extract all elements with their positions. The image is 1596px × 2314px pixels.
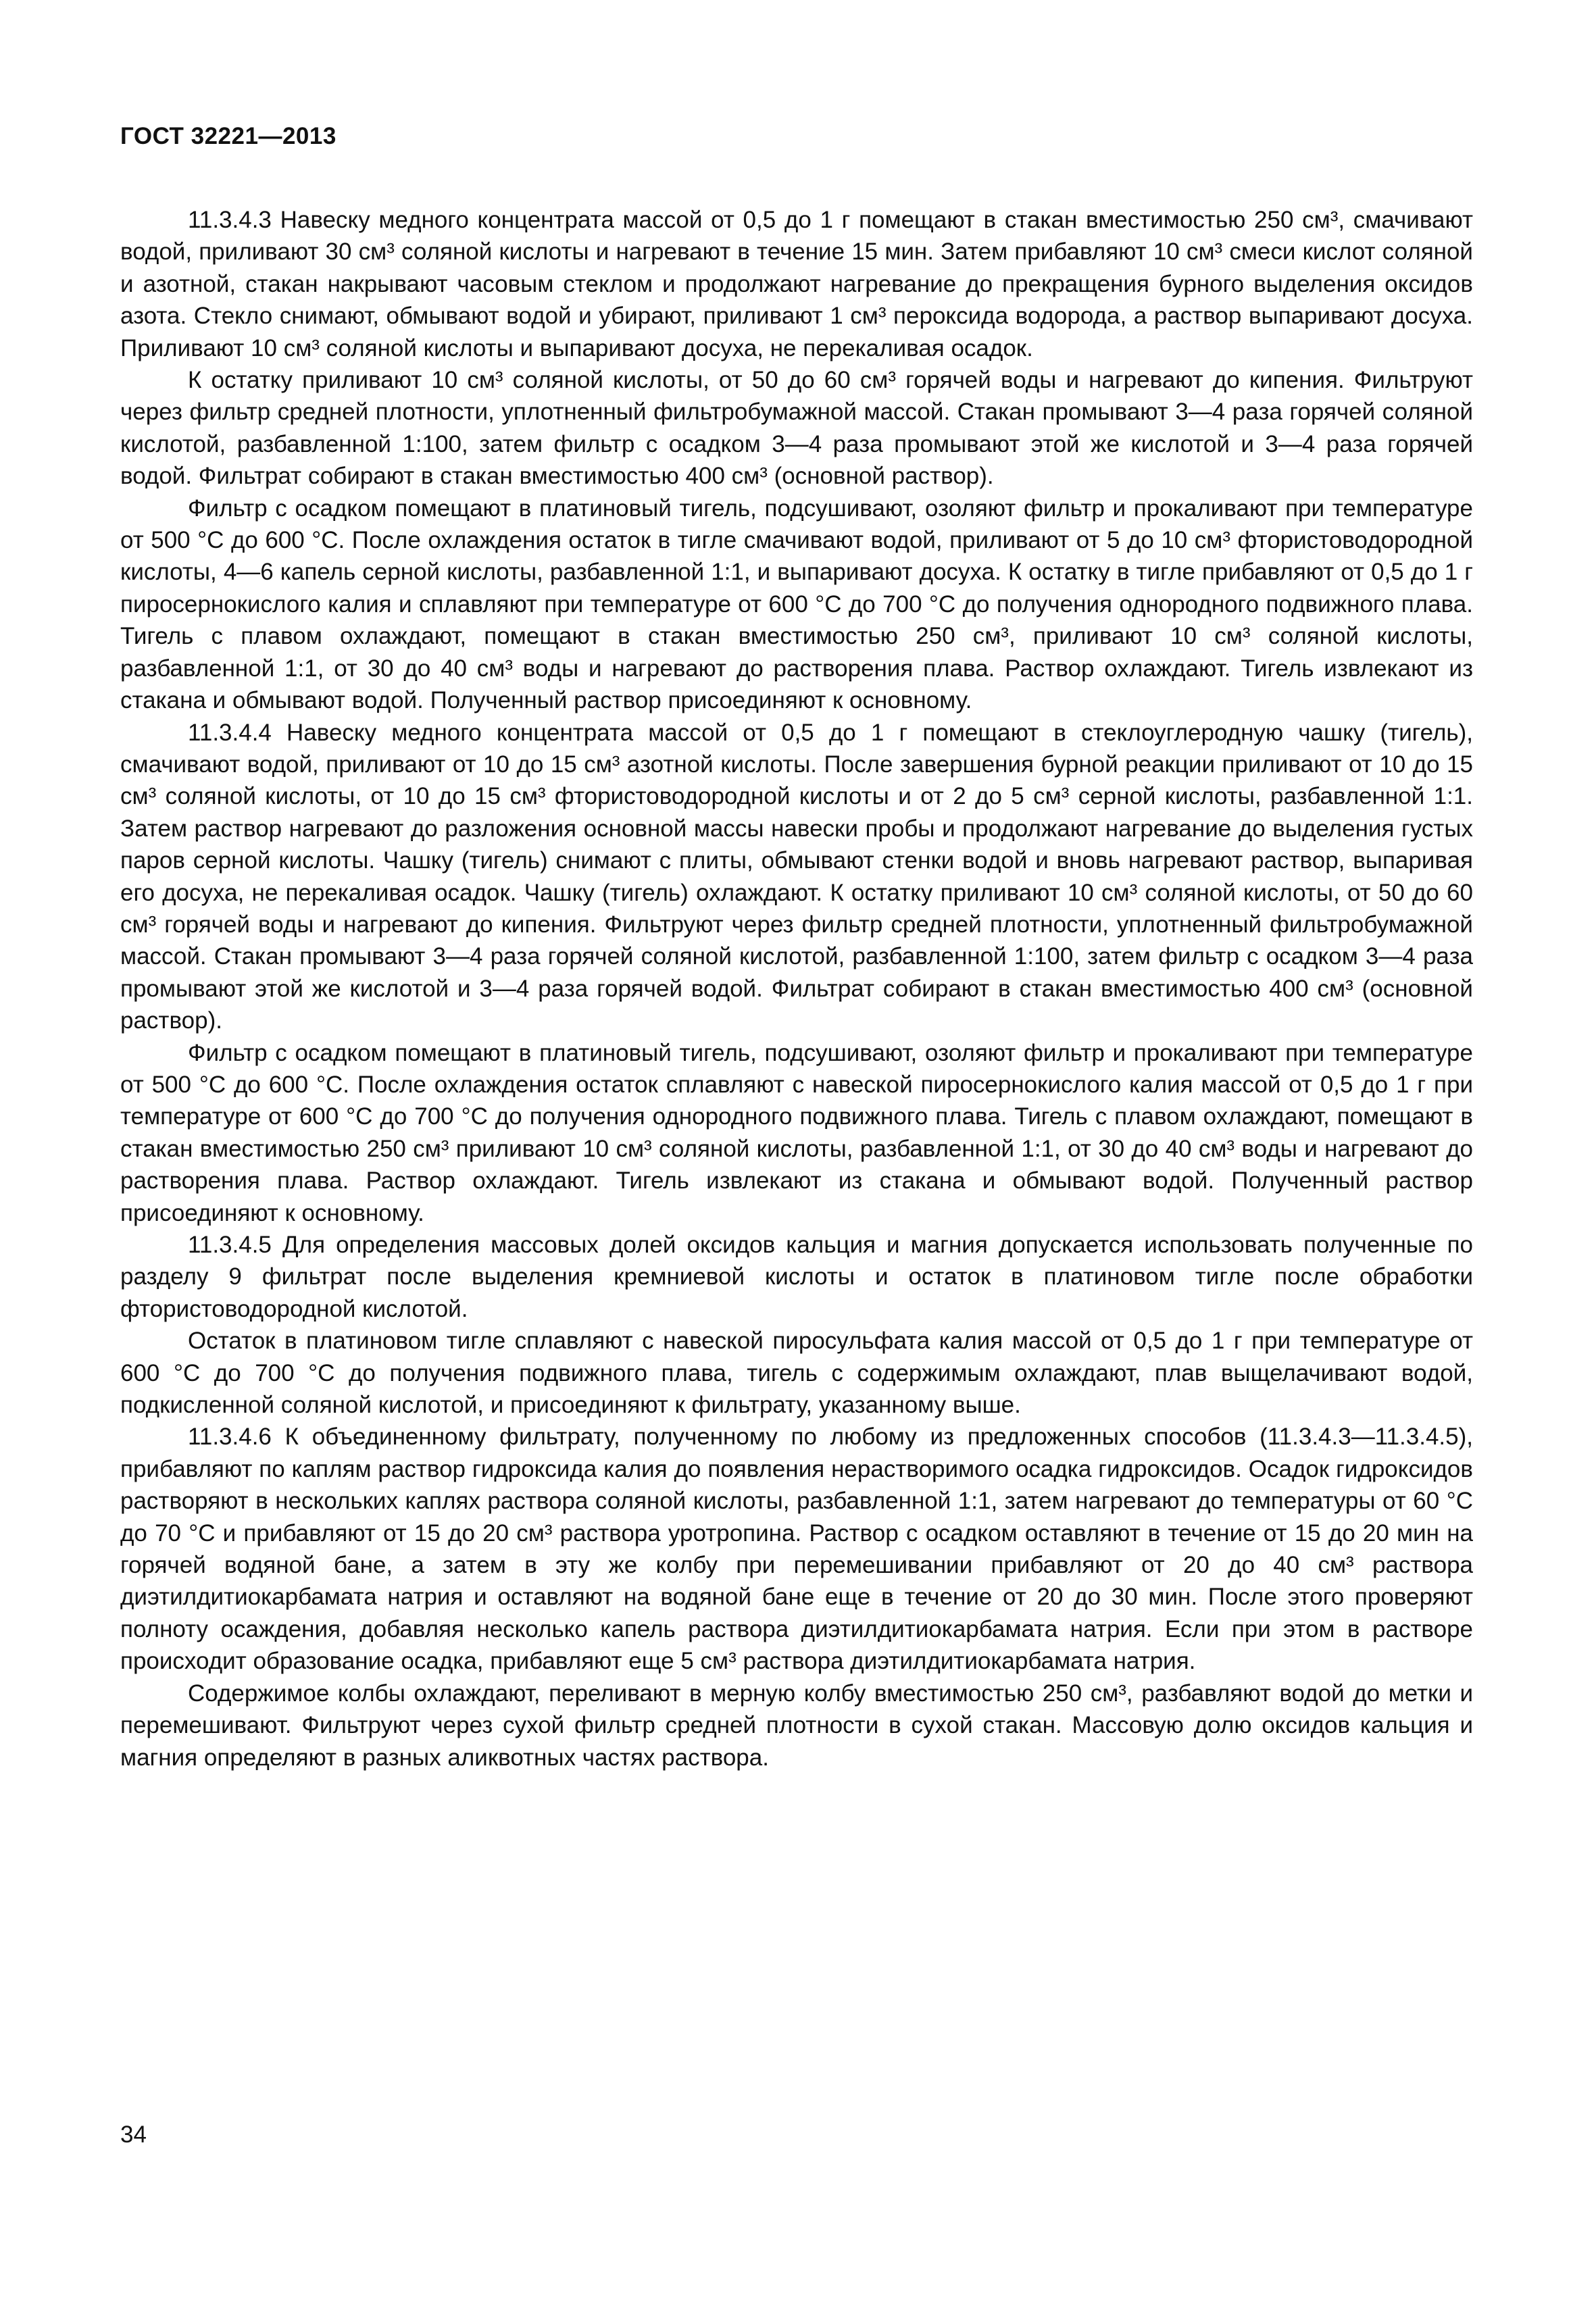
paragraph: Остаток в платиновом тигле сплавляют с навеской пиросульфата калия массой от 0,5 до 1 г при температуре от 600 °С до 700 °С до получения подвижного плава, тигель с содержимым охлаждают, плав выщелачивают водой, подкисленной соляной кислотой, и присоединяют к фильтрату, указанному выше. (120, 1328, 1473, 1419)
paragraph-11-3-4-3: 11.3.4.3 Навеску медного концентрата массой от 0,5 до 1 г помещают в стакан вместимостью 250 см³, смачивают водой, приливают 30 см³ соляной кислоты и нагревают в течение 15 мин. Затем прибавляют 10 см³ смеси кислот соляной и азотной, стакан накрывают часовым стеклом и продолжают нагревание до прекращения бурного выделения оксидов азота. Стекло снимают, обмывают водой и убирают, приливают 1 см³ пероксида водорода, а раствор выпаривают досуха. Приливают 10 см³ соляной кислоты и выпаривают досуха, не перекаливая осадок. (120, 207, 1473, 361)
paragraph-11-3-4-6: 11.3.4.6 К объединенному фильтрату, полученному по любому из предложенных способов (11.3.4.3—11.3.4.5), прибавляют по каплям раствор гидроксида калия до появления нерастворимого осадка гидроксидов. Осадок гидроксидов растворяют в нескольких каплях раствора соляной кислоты, разбавленной 1:1, затем нагревают до температуры от 60 °С до 70 °С и прибавляют от 15 до 20 см³ раствора уротропина. Раствор с осадком оставляют в течение от 15 до 20 мин на горячей водяной бане, а затем в эту же колбу при перемешивании прибавляют от 20 до 40 см³ раствора диэтилдитиокарбамата натрия и оставляют на водяной бане еще в течение от 20 до 30 мин. После этого проверяют полноту осаждения, добавляя несколько капель раствора диэтилдитиокарбамата натрия. Если при этом в растворе происходит образование осадка, прибавляют еще 5 см³ раствора диэтилдитиокарбамата натрия. (120, 1424, 1473, 1675)
page-number: 34 (120, 2121, 147, 2148)
paragraph: Фильтр с осадком помещают в платиновый тигель, подсушивают, озоляют фильтр и прокаливают при температуре от 500 °С до 600 °С. После охлаждения остаток сплавляют с навеской пиросернокислого калия массой от 0,5 до 1 г при температуре от 600 °С до 700 °С до получения однородного подвижного плава. Тигель с плавом охлаждают, помещают в стакан вместимостью 250 см³ приливают 10 см³ соляной кислоты, разбавленной 1:1, от 30 до 40 см³ воды и нагревают до растворения плава. Раствор охлаждают. Тигель извлекают из стакана и обмывают водой. Полученный раствор присоединяют к основному. (120, 1039, 1473, 1226)
document-body (120, 204, 1473, 1774)
paragraph: К остатку приливают 10 см³ соляной кислоты, от 50 до 60 см³ горячей воды и нагревают до кипения. Фильтруют через фильтр средней плотности, уплотненный фильтробумажной массой. Стакан промывают 3—4 раза горячей соляной кислотой, разбавленной 1:100, затем фильтр с осадком 3—4 раза промывают этой же кислотой и 3—4 раза горячей водой. Фильтрат собирают в стакан вместимостью 400 см³ (основной раствор). (120, 367, 1473, 490)
paragraph: Содержимое колбы охлаждают, переливают в мерную колбу вместимостью 250 см³, разбавляют водой до метки и перемешивают. Фильтруют через сухой фильтр средней плотности в сухой стакан. Массовую долю оксидов кальция и магния определяют в разных аликвотных частях раствора. (120, 1680, 1473, 1771)
paragraph-11-3-4-4: 11.3.4.4 Навеску медного концентрата массой от 0,5 до 1 г помещают в стеклоуглеродную чашку (тигель), смачивают водой, приливают от 10 до 15 см³ азотной кислоты. После завершения бурной реакции приливают от 10 до 15 см³ соляной кислоты, от 10 до 15 см³ фтористоводородной кислоты и от 2 до 5 см³ серной кислоты, разбавленной 1:1. Затем раствор нагревают до разложения основной массы навески пробы и продолжают нагревание до выделения густых паров серной кислоты. Чашку (тигель) снимают с плиты, обмывают стенки водой и вновь нагревают раствор, выпаривая его досуха, не перекаливая осадок. Чашку (тигель) охлаждают. К остатку приливают 10 см³ соляной кислоты, от 50 до 60 см³ горячей воды и нагревают до кипения. Фильтруют через фильтр средней плотности, уплотненный фильтробумажной массой. Стакан промывают 3—4 раза горячей соляной кислотой, разбавленной 1:100, затем фильтр с осадком 3—4 раза промывают этой же кислотой и 3—4 раза горячей водой. Фильтрат собирают в стакан вместимостью 400 см³ (основной раствор). (120, 719, 1473, 1034)
paragraph: Фильтр с осадком помещают в платиновый тигель, подсушивают, озоляют фильтр и прокаливают при температуре от 500 °С до 600 °С. После охлаждения остаток в тигле смачивают водой, приливают от 5 до 10 см³ фтористоводородной кислоты, 4—6 капель серной кислоты, разбавленной 1:1, и выпаривают досуха. К остатку в тигле прибавляют от 0,5 до 1 г пиросернокислого калия и сплавляют при температуре от 600 °С до 700 °С до получения однородного подвижного плава. Тигель с плавом охлаждают, помещают в стакан вместимостью 250 см³, приливают 10 см³ соляной кислоты, разбавленной 1:1, от 30 до 40 см³ воды и нагревают до растворения плава. Раствор охлаждают. Тигель извлекают из стакана и обмывают водой. Полученный раствор присоединяют к основному. (120, 495, 1473, 714)
document-header: ГОСТ 32221—2013 (120, 123, 336, 149)
paragraph-11-3-4-5: 11.3.4.5 Для определения массовых долей оксидов кальция и магния допускается использовать полученные по разделу 9 фильтрат после выделения кремниевой кислоты и остаток в платиновом тигле после обработки фтористоводородной кислотой. (120, 1232, 1473, 1322)
